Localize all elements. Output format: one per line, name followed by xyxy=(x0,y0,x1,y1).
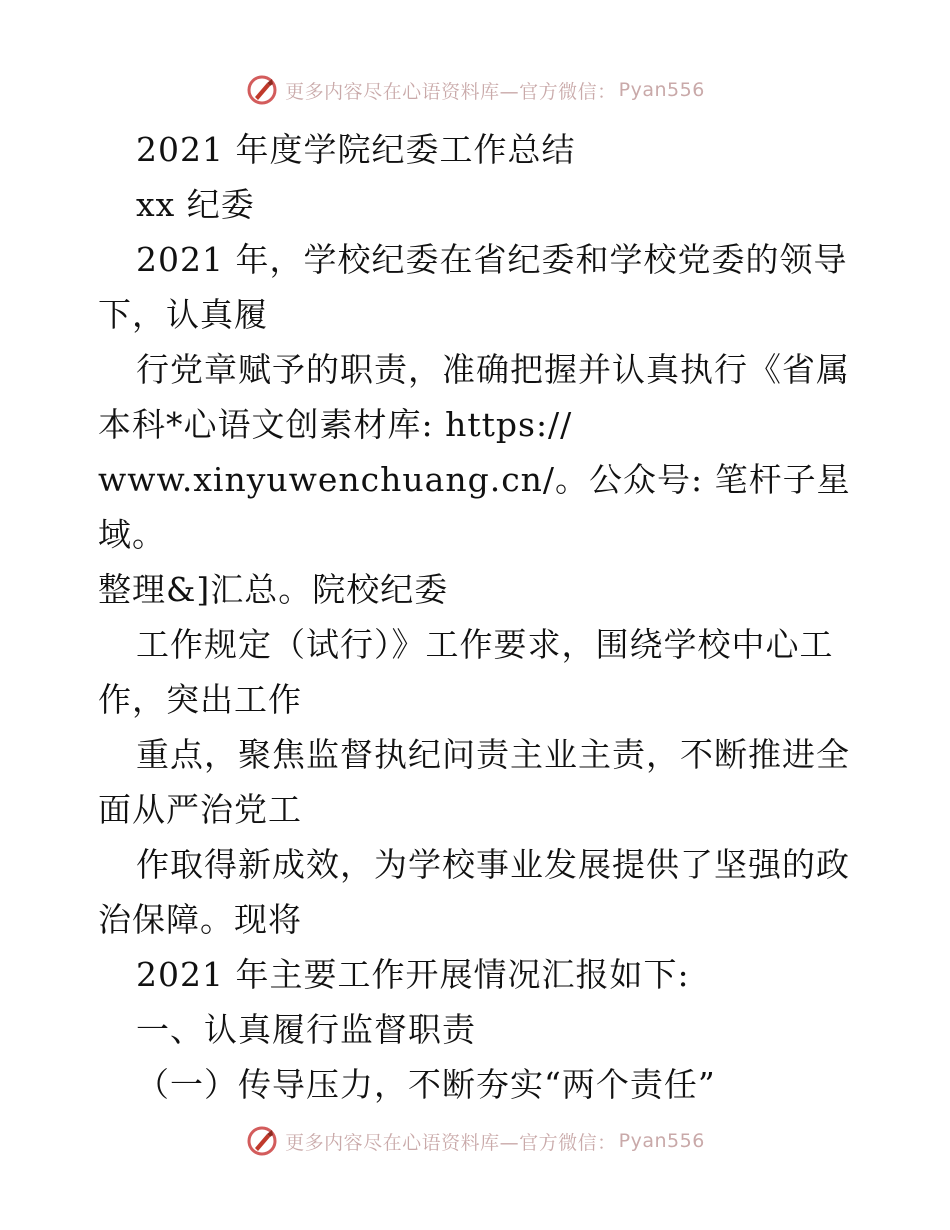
document-line: 一、认真履行监督职责 xyxy=(136,1010,476,1049)
document-line: 行党章赋予的职责，准确把握并认真执行《省属 xyxy=(136,350,850,389)
document-line: 作，突出工作 xyxy=(98,680,302,719)
document-line: 作取得新成效，为学校事业发展提供了坚强的政 xyxy=(136,845,850,884)
document-line: 整理&]汇总。院校纪委 xyxy=(98,570,449,609)
document-line: 2021 年度学院纪委工作总结 xyxy=(136,130,576,169)
watermark-handle: Pyan556 xyxy=(618,1130,705,1152)
watermark-handle: Pyan556 xyxy=(618,79,705,101)
document-line: 重点，聚焦监督执纪问责主业主责，不断推进全 xyxy=(136,735,850,774)
document-body xyxy=(98,122,858,1112)
document-line: 工作规定（试行）》工作要求，围绕学校中心工 xyxy=(136,625,834,664)
document-line: 2021 年，学校纪委在省纪委和学校党委的领导 xyxy=(136,240,848,279)
document-line: （一）传导压力，不断夯实“两个责任” xyxy=(136,1065,716,1104)
watermark-text: 更多内容尽在心语资料库—官方微信： xyxy=(285,1131,617,1154)
document-line: 治保障。现将 xyxy=(98,900,302,939)
watermark-text: 更多内容尽在心语资料库—官方微信： xyxy=(285,80,617,103)
document-line: 下，认真履 xyxy=(98,295,268,334)
document-line: 本科*心语文创素材库: https:// xyxy=(98,405,573,444)
document-line: 面从严治党工 xyxy=(98,790,302,829)
pen-logo-icon xyxy=(245,1124,279,1158)
watermark-header xyxy=(0,73,950,107)
document-line: www.xinyuwenchuang.cn/。公众号: 笔杆子星域。 xyxy=(98,460,851,554)
document-line: 2021 年主要工作开展情况汇报如下: xyxy=(136,955,690,994)
pen-logo-icon xyxy=(245,73,279,107)
watermark-footer xyxy=(0,1124,950,1158)
document-line: xx 纪委 xyxy=(136,185,255,224)
